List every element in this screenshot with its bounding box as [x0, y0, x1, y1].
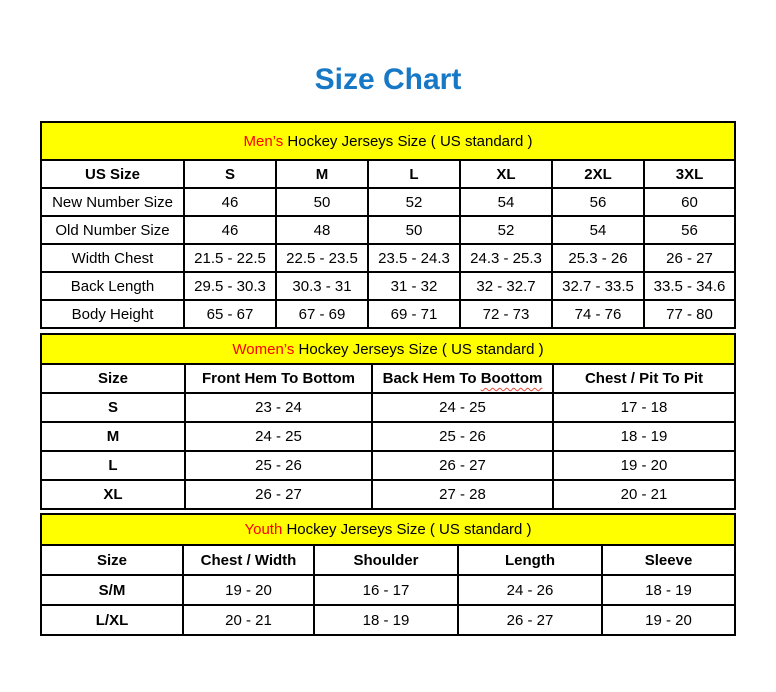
data-cell: 30.3 - 31 — [276, 272, 368, 300]
womens-column-header-row — [41, 364, 735, 393]
data-cell: 26 - 27 — [185, 480, 372, 509]
table-row — [41, 188, 735, 216]
table-row — [41, 422, 735, 451]
data-cell: 56 — [552, 188, 644, 216]
womens-size-table — [40, 333, 736, 510]
data-cell: 19 - 20 — [602, 605, 735, 635]
data-cell: 25 - 26 — [185, 451, 372, 480]
column-header: Chest / Pit To Pit — [553, 364, 735, 393]
data-cell: 25.3 - 26 — [552, 244, 644, 272]
column-header — [372, 364, 553, 393]
data-cell: 24 - 25 — [185, 422, 372, 451]
mens-size-table — [40, 121, 736, 329]
youth-highlight-label: Youth — [244, 521, 283, 538]
table-row — [41, 300, 735, 328]
data-cell: 26 - 27 — [372, 451, 553, 480]
size-tables — [40, 121, 734, 636]
column-header: M — [276, 160, 368, 188]
data-cell: 74 - 76 — [552, 300, 644, 328]
column-header: Length — [458, 545, 602, 575]
data-cell: 24 - 25 — [372, 393, 553, 422]
data-cell: 48 — [276, 216, 368, 244]
data-cell: 24 - 26 — [458, 575, 602, 605]
data-cell: 23 - 24 — [185, 393, 372, 422]
youth-section-header — [41, 514, 735, 545]
table-row — [41, 393, 735, 422]
data-cell: 17 - 18 — [553, 393, 735, 422]
row-label: Body Height — [41, 300, 184, 328]
data-cell: 32 - 32.7 — [460, 272, 552, 300]
data-cell: 50 — [368, 216, 460, 244]
data-cell: 19 - 20 — [183, 575, 314, 605]
data-cell: 52 — [368, 188, 460, 216]
data-cell: 72 - 73 — [460, 300, 552, 328]
mens-header-text: Hockey Jerseys Size ( US standard ) — [283, 132, 533, 150]
row-label: New Number Size — [41, 188, 184, 216]
womens-highlight-label: Women’s — [232, 340, 295, 358]
row-label: S — [41, 393, 185, 422]
column-header: US Size — [41, 160, 184, 188]
data-cell: 56 — [644, 216, 735, 244]
data-cell: 23.5 - 24.3 — [368, 244, 460, 272]
row-label: L — [41, 451, 185, 480]
data-cell: 20 - 21 — [553, 480, 735, 509]
column-header: Front Hem To Bottom — [185, 364, 372, 393]
data-cell: 22.5 - 23.5 — [276, 244, 368, 272]
data-cell: 50 — [276, 188, 368, 216]
data-cell: 25 - 26 — [372, 422, 553, 451]
row-label: M — [41, 422, 185, 451]
column-header: XL — [460, 160, 552, 188]
mens-highlight-label: Men’s — [243, 132, 284, 150]
page-title: Size Chart — [314, 63, 462, 96]
womens-header-text: Hockey Jerseys Size ( US standard ) — [294, 340, 544, 358]
column-header: S — [184, 160, 276, 188]
data-cell: 46 — [184, 216, 276, 244]
data-cell: 18 - 19 — [602, 575, 735, 605]
row-label: Width Chest — [41, 244, 184, 272]
data-cell: 21.5 - 22.5 — [184, 244, 276, 272]
data-cell: 26 - 27 — [644, 244, 735, 272]
data-cell: 65 - 67 — [184, 300, 276, 328]
womens-section-header — [41, 334, 735, 364]
womens-section-header-row — [41, 334, 735, 364]
table-row — [41, 480, 735, 509]
column-header: Shoulder — [314, 545, 458, 575]
table-row — [41, 575, 735, 605]
row-label: Back Length — [41, 272, 184, 300]
data-cell: 29.5 - 30.3 — [184, 272, 276, 300]
column-header: Chest / Width — [183, 545, 314, 575]
data-cell: 18 - 19 — [553, 422, 735, 451]
data-cell: 46 — [184, 188, 276, 216]
table-row — [41, 451, 735, 480]
data-cell: 69 - 71 — [368, 300, 460, 328]
column-header: 2XL — [552, 160, 644, 188]
data-cell: 67 - 69 — [276, 300, 368, 328]
row-label: S/M — [41, 575, 183, 605]
data-cell: 54 — [552, 216, 644, 244]
column-header: Sleeve — [602, 545, 735, 575]
column-header-text: Back Hem To — [382, 370, 481, 387]
data-cell: 31 - 32 — [368, 272, 460, 300]
data-cell: 54 — [460, 188, 552, 216]
youth-header-text: Hockey Jerseys Size ( US standard ) — [282, 521, 532, 538]
data-cell: 24.3 - 25.3 — [460, 244, 552, 272]
column-header: Size — [41, 364, 185, 393]
column-header: Size — [41, 545, 183, 575]
row-label: XL — [41, 480, 185, 509]
data-cell: 18 - 19 — [314, 605, 458, 635]
youth-column-header-row — [41, 545, 735, 575]
data-cell: 27 - 28 — [372, 480, 553, 509]
mens-section-header-row — [41, 122, 735, 160]
data-cell: 33.5 - 34.6 — [644, 272, 735, 300]
data-cell: 52 — [460, 216, 552, 244]
table-row — [41, 272, 735, 300]
youth-section-header-row — [41, 514, 735, 545]
youth-size-table — [40, 513, 736, 636]
data-cell: 60 — [644, 188, 735, 216]
data-cell: 32.7 - 33.5 — [552, 272, 644, 300]
column-header: L — [368, 160, 460, 188]
table-row — [41, 216, 735, 244]
table-row — [41, 605, 735, 635]
data-cell: 20 - 21 — [183, 605, 314, 635]
table-row — [41, 244, 735, 272]
data-cell: 26 - 27 — [458, 605, 602, 635]
data-cell: 16 - 17 — [314, 575, 458, 605]
column-header: 3XL — [644, 160, 735, 188]
row-label: Old Number Size — [41, 216, 184, 244]
row-label: L/XL — [41, 605, 183, 635]
mens-column-header-row — [41, 160, 735, 188]
misspelled-word: Boottom — [480, 370, 543, 387]
data-cell: 19 - 20 — [553, 451, 735, 480]
mens-section-header — [41, 122, 735, 160]
data-cell: 77 - 80 — [644, 300, 735, 328]
